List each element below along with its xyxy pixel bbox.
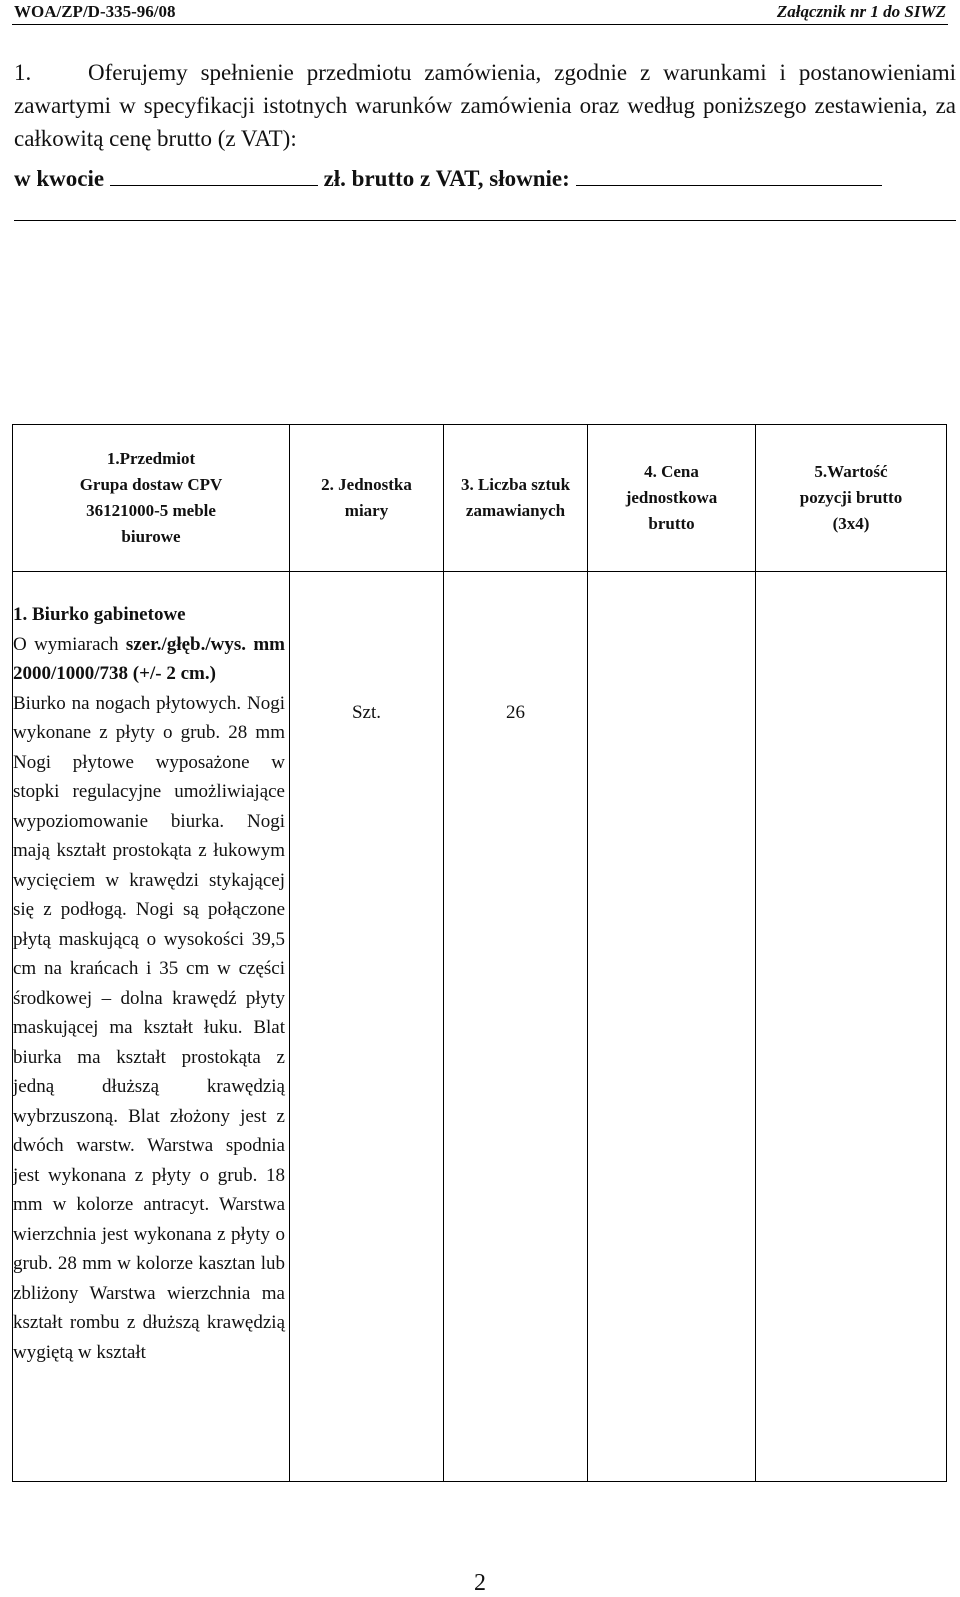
table-row bbox=[13, 572, 947, 1482]
total-cell[interactable] bbox=[756, 572, 947, 1482]
attachment-label: Załącznik nr 1 do SIWZ bbox=[776, 2, 946, 21]
table-header-row bbox=[13, 425, 947, 572]
item-dimensions bbox=[13, 630, 285, 689]
header-line: zamawianych bbox=[465, 501, 566, 520]
amount-blank[interactable] bbox=[110, 185, 318, 186]
header-line: pozycji brutto bbox=[799, 488, 903, 507]
header-line: 2. Jednostka bbox=[321, 475, 412, 494]
header-total bbox=[756, 425, 947, 572]
intro-text: Oferujemy spełnienie przedmiotu zamówienia, zgodnie z warunkami i postanowieniami zawartymi w specyfikacji istotnych warunków zamówienia oraz według poniższego zestawienia, za całkowitą cenę brutto (z VAT): bbox=[14, 60, 956, 151]
quantity-cell: 26 bbox=[444, 572, 588, 1482]
amount-prefix: w kwocie bbox=[14, 166, 105, 191]
header-line: jednostkowa bbox=[625, 488, 718, 507]
header-line: miary bbox=[344, 501, 389, 520]
header-unit-price bbox=[588, 425, 756, 572]
item-description-cell bbox=[13, 572, 290, 1482]
amount-words-blank[interactable] bbox=[576, 185, 882, 186]
intro-number: 1. bbox=[14, 60, 32, 85]
header-line: 36121000-5 meble bbox=[86, 501, 216, 520]
header-line: biurowe bbox=[121, 527, 181, 546]
header-divider bbox=[12, 24, 948, 25]
intro-paragraph bbox=[14, 56, 956, 155]
header-line: (3x4) bbox=[832, 514, 870, 533]
header-line: brutto bbox=[648, 514, 695, 533]
header-unit bbox=[290, 425, 444, 572]
amount-words-blank-line[interactable] bbox=[14, 220, 956, 221]
document-reference: WOA/ZP/D-335-96/08 bbox=[14, 2, 176, 21]
header-line: 5.Wartość bbox=[814, 462, 888, 481]
header-line: 3. Liczba sztuk bbox=[460, 475, 571, 494]
amount-line bbox=[14, 166, 882, 192]
unit-cell: Szt. bbox=[290, 572, 444, 1482]
dims-values: szer./głęb./wys. mm 2000/1000/738 (+/- 2 cm.) bbox=[13, 633, 285, 684]
item-title: 1. Biurko gabinetowe bbox=[13, 604, 186, 625]
dims-label: O wymiarach bbox=[13, 633, 119, 655]
header-line: Grupa dostaw CPV bbox=[79, 475, 223, 494]
unit-price-cell[interactable] bbox=[588, 572, 756, 1482]
header-item bbox=[13, 425, 290, 572]
offer-table bbox=[12, 424, 947, 1482]
item-description: Biurko na nogach płytowych. Nogi wykonane z płyty o grub. 28 mm Nogi płytowe wyposażone w stopki regulacyjne umożliwiające wypoziomowanie biurka. Nogi mają kształt prostokąta z łukowym wycięciem w krawędzi stykającej się z podłogą. Nogi są połączone płytą maskującą o wysokości 39,5 cm na krańcach i 35 cm w części środkowej – dolna krawędź płyty maskującej ma kształt łuku. Blat biurka ma kształt prostokąta z jedną dłuższą krawędzią wybrzuszoną. Blat złożony jest z dwóch warstw. Warstwa spodnia jest wykonana z płyty o grub. 18 mm w kolorze antracyt. Warstwa wierzchnia jest wykonana z płyty o grub. 28 mm w kolorze kasztan lub zbliżony Warstwa wierzchnia ma kształt rombu z dłuższą krawędzią wygiętą w kształt bbox=[13, 692, 285, 1363]
header-line: 1.Przedmiot bbox=[106, 449, 196, 468]
header-line: 4. Cena bbox=[644, 462, 699, 481]
page-number: 2 bbox=[474, 1570, 486, 1596]
header-quantity bbox=[444, 425, 588, 572]
amount-suffix: zł. brutto z VAT, słownie: bbox=[323, 166, 570, 191]
